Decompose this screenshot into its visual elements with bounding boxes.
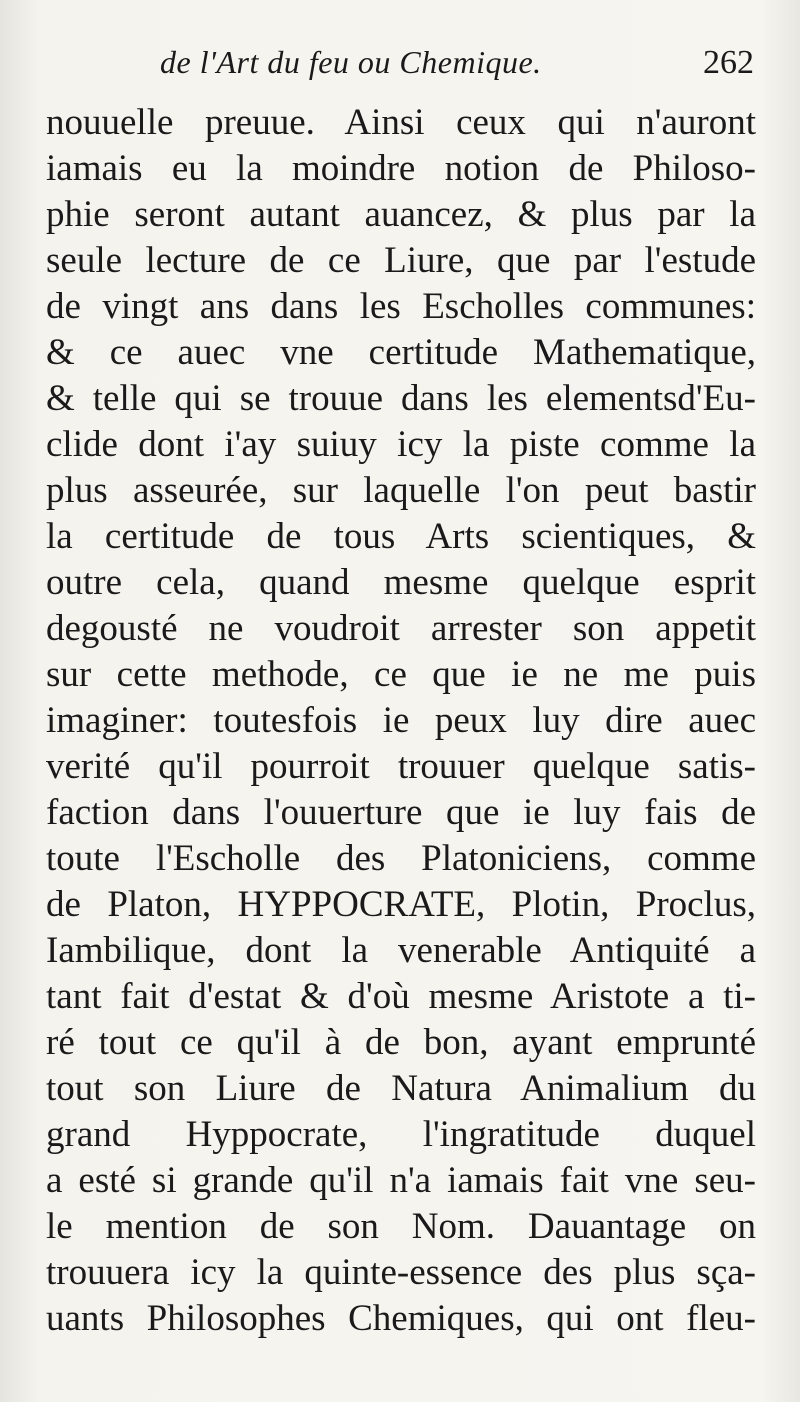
text-line-15: verité qu'il pourroit trouuer quelque satis- [46,746,756,787]
page-number: 262 [703,44,754,81]
text-line-20: tant fait d'estat & d'où mesme Aristote a ti- [46,976,756,1017]
text-line-25: le mention de son Nom. Dauantage on [46,1206,756,1247]
text-line-9: plus asseurée, sur laquelle l'on peut bastir [46,470,756,511]
text-line-26: trouuera icy la quinte-essence des plus sça- [46,1252,756,1293]
text-line-17: toute l'Escholle des Platoniciens, comme [46,838,756,879]
text-line-3: phie seront autant auancez, & plus par la [46,194,756,235]
body-text [46,100,756,1342]
text-line-27: uants Philosophes Chemiques, qui ont fleu- [46,1298,756,1339]
text-line-4: seule lecture de ce Liure, que par l'estude [46,240,756,281]
text-line-16: faction dans l'ouuerture que ie luy fais de [46,792,756,833]
text-line-6: & ce auec vne certitude Mathematique, [46,332,756,373]
text-line-11: outre cela, quand mesme quelque esprit [46,562,756,603]
page-header [0,42,800,92]
text-line-18: de Platon, HYPPOCRATE, Plotin, Proclus, [46,884,756,925]
text-line-13: sur cette methode, ce que ie ne me puis [46,654,756,695]
text-line-24: a esté si grande qu'il n'a iamais fait vne seu- [46,1160,756,1201]
text-line-10: la certitude de tous Arts scientiques, & [46,516,756,557]
text-line-21: ré tout ce qu'il à de bon, ayant emprunté [46,1022,756,1063]
text-line-1: nouuelle preuue. Ainsi ceux qui n'auront [46,102,756,143]
text-line-23: grand Hyppocrate, l'ingratitude duquel [46,1114,756,1155]
text-line-8: clide dont i'ay suiuy icy la piste comme la [46,424,756,465]
text-line-5: de vingt ans dans les Escholles communes: [46,286,756,327]
text-line-22: tout son Liure de Natura Animalium du [46,1068,756,1109]
text-line-7: & telle qui se trouue dans les elementsd'Eu- [46,378,756,419]
text-line-14: imaginer: toutesfois ie peux luy dire auec [46,700,756,741]
text-line-2: iamais eu la moindre notion de Philoso- [46,148,756,189]
running-title: de l'Art du feu ou Chemique. [160,44,542,80]
text-line-12: degousté ne voudroit arrester son appetit [46,608,756,649]
text-line-19: Iambilique, dont la venerable Antiquité a [46,930,756,971]
